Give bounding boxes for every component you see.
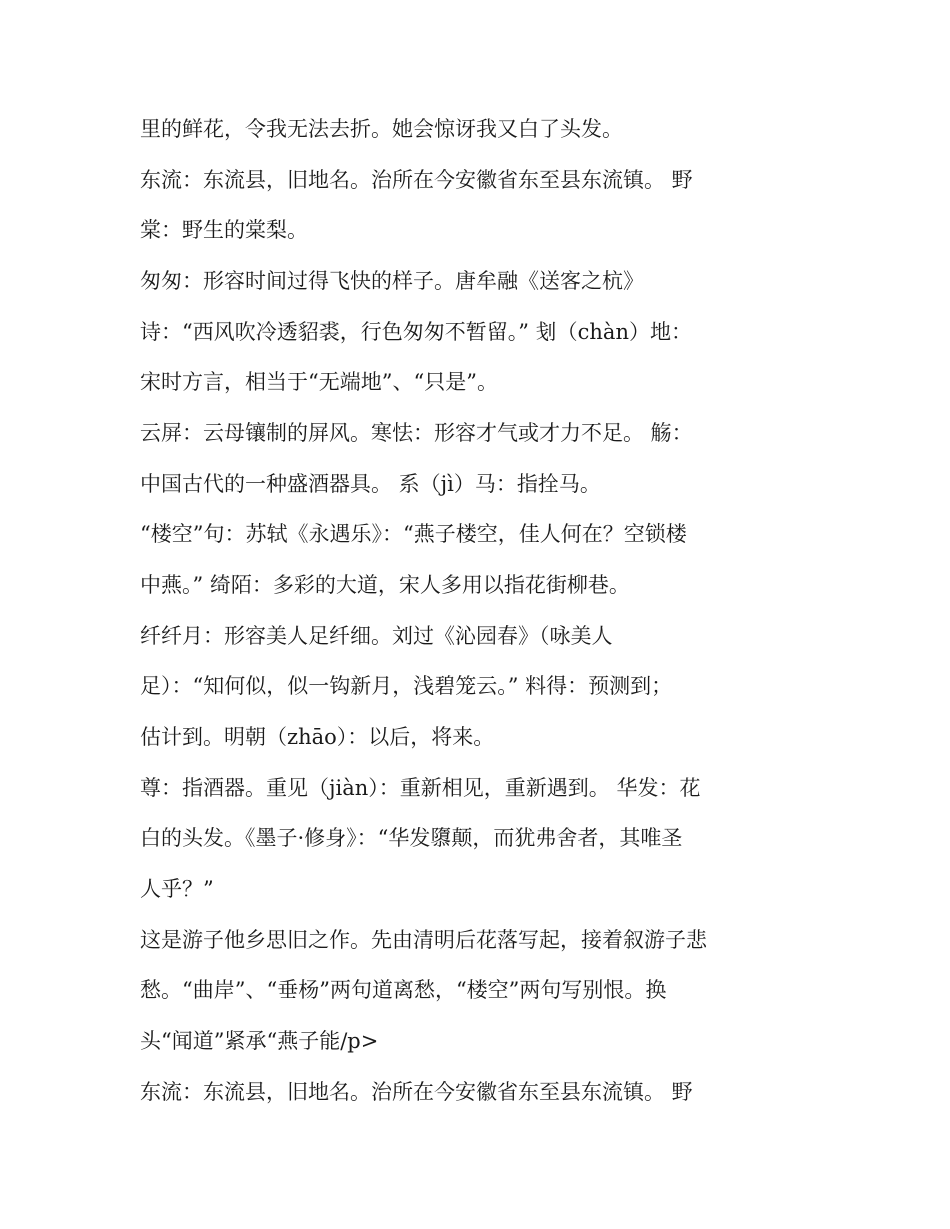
text-line: 头“闻道”紧承“燕子能/p>: [140, 1029, 379, 1053]
text-line: 足）：“知何似，似一钩新月，浅碧笼云。” 料得：预测到；: [140, 674, 673, 698]
text-line: 棠：野生的棠梨。: [140, 218, 308, 242]
text-line: 东流：东流县，旧地名。治所在今安徽省东至县东流镇。 野: [140, 1080, 693, 1104]
text-line: 匆匆：形容时间过得飞快的样子。唐牟融《送客之杭》: [140, 269, 644, 293]
text-line: 中国古代的一种盛酒器具。 系（jì）马：指拴马。: [140, 472, 601, 496]
text-line: 宋时方言，相当于“无端地”、“只是”。: [140, 370, 498, 394]
text-line: 东流：东流县，旧地名。治所在今安徽省东至县东流镇。 野: [140, 168, 693, 192]
text-line: 尊：指酒器。重见（jiàn）：重新相见，重新遇到。 华发：花: [140, 776, 701, 800]
text-line: 诗：“西风吹冷透貂裘，行色匆匆不暂留。” 刬（chàn）地：: [140, 320, 692, 344]
text-line: 云屏：云母镶制的屏风。寒怯：形容才气或才力不足。 觞：: [140, 421, 693, 445]
text-line: 人乎？”: [140, 877, 214, 901]
text-line: 愁。“曲岸”、“垂杨”两句道离愁，“楼空”两句写别恨。换: [140, 978, 667, 1002]
text-line: 中燕。” 绮陌：多彩的大道，宋人多用以指花街柳巷。: [140, 573, 630, 597]
text-line: 估计到。明朝（zhāo）：以后，将来。: [140, 725, 495, 749]
text-line: 纤纤月：形容美人足纤细。刘过《沁园春》（咏美人: [140, 624, 613, 648]
text-line: “楼空”句：苏轼《永遇乐》：“燕子楼空，佳人何在？空锁楼: [140, 522, 687, 546]
text-line: 里的鲜花，令我无法去折。她会惊讶我又白了头发。: [140, 117, 623, 141]
text-line: 这是游子他乡思旧之作。先由清明后花落写起，接着叙游子悲: [140, 928, 707, 952]
text-line: 白的头发。《墨子·修身》：“华发隳颠，而犹弗舍者，其唯圣: [140, 826, 683, 850]
